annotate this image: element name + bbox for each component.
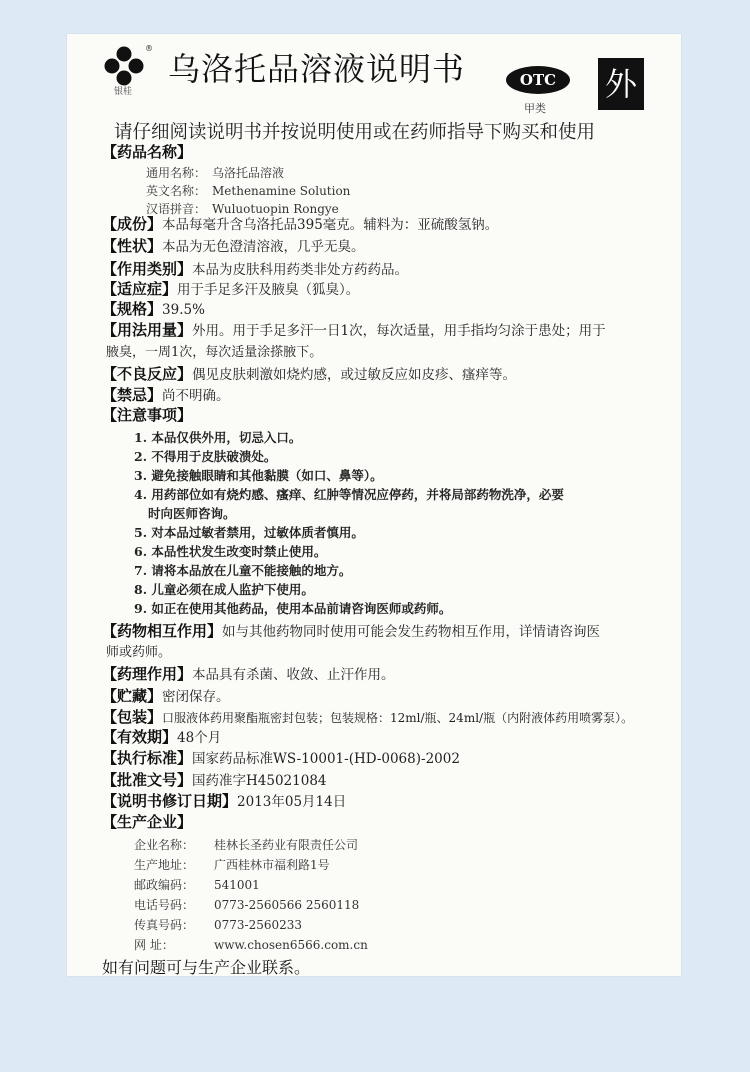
note-item: 1. 本品仅供外用，切忌入口。 [134,430,302,445]
external-use-mark: 外 [598,58,644,110]
otc-class: 甲类 [524,102,546,115]
interaction-section: 【药物相互作用】如与其他药物同时使用可能会发生药物相互作用，详情请咨询医 [102,622,601,640]
approval-section: 【批准文号】国药准字H45021084 [102,771,327,789]
note-item-continued: 时向医师咨询。 [148,506,236,521]
note-item: 7. 请将本品放在儿童不能接触的地方。 [134,563,352,578]
adverse-section: 【不良反应】偶见皮肤刺激如烧灼感，或过敏反应如皮疹、瘙痒等。 [102,365,517,383]
otc-badge: OTC [506,66,570,94]
company-postcode-row: 邮政编码： 541001 [134,878,260,892]
note-item: 8. 儿童必须在成人监护下使用。 [134,582,314,597]
english-name-row: 英文名称： Methenamine Solution [146,184,351,198]
validity-section: 【有效期】48个月 [102,728,222,746]
usage-section: 【用法用量】外用。用于手足多汗一日1次，每次适量，用手指均匀涂于患处；用于 [102,321,606,339]
footer-contact-note: 如有问题可与生产企业联系。 [102,958,311,977]
generic-name-row: 通用名称： 乌洛托品溶液 [146,166,285,180]
company-website-row: 网 址： www.chosen6566.com.cn [134,938,368,952]
pharmacology-section: 【药理作用】本品具有杀菌、收敛、止汗作用。 [102,665,395,683]
brand-caption: 银桂 [114,87,133,97]
pinyin-name-row: 汉语拼音： Wuluotuopin Rongye [146,202,339,216]
contraindication-section: 【禁忌】尚不明确。 [102,386,230,404]
company-name-row: 企业名称： 桂林长圣药业有限责任公司 [134,838,359,852]
spec-section: 【规格】39.5% [102,300,205,318]
indication-section: 【适应症】用于手足多汗及腋臭（狐臭）。 [102,280,360,298]
company-phone-row: 电话号码： 0773-2560566 2560118 [134,898,360,912]
standard-section: 【执行标准】国家药品标准WS-10001-(HD-0068)-2002 [102,749,460,767]
note-item: 2. 不得用于皮肤破溃处。 [134,449,277,464]
revision-date-section: 【说明书修订日期】2013年05月14日 [102,792,347,810]
note-item: 9. 如正在使用其他药品，使用本品前请咨询医师或药师。 [134,601,452,616]
note-item: 4. 用药部位如有烧灼感、瘙痒、红肿等情况应停药，并将局部药物洗净，必要 [134,487,564,502]
character-section: 【性状】本品为无色澄清溶液，几乎无臭。 [102,237,365,255]
note-item: 5. 对本品过敏者禁用，过敏体质者慎用。 [134,525,364,540]
company-address-row: 生产地址： 广西桂林市福利路1号 [134,858,330,872]
category-section: 【作用类别】本品为皮肤科用药类非处方药药品。 [102,260,409,278]
usage-warning: 请仔细阅读说明书并按说明使用或在药师指导下购买和使用 [114,122,596,143]
interaction-continued: 师或药师。 [106,645,172,660]
brand-logo [104,46,152,106]
note-item: 6. 本品性状发生改变时禁止使用。 [134,544,327,559]
package-section: 【包装】口服液体药用聚酯瓶密封包装；包装规格：12ml/瓶、24ml/瓶（内附液体药用喷雾泵）。 [102,708,634,726]
manufacturer-heading: 【生产企业】 [102,813,193,831]
ingredients-section: 【成份】本品每毫升含乌洛托品395毫克。辅料为：亚硫酸氢钠。 [102,215,499,233]
drug-name-heading: 【药品名称】 [102,143,193,161]
page-title: 乌洛托品溶液说明书 [168,50,466,88]
flower-logo-icon [104,46,144,86]
registered-mark: ® [145,44,153,53]
usage-continued: 腋臭，一周1次，每次适量涂搽腋下。 [106,345,323,360]
storage-section: 【贮藏】密闭保存。 [102,687,230,705]
notes-heading: 【注意事项】 [102,406,193,424]
company-fax-row: 传真号码： 0773-2560233 [134,918,303,932]
note-item: 3. 避免接触眼睛和其他黏膜（如口、鼻等）。 [134,468,383,483]
